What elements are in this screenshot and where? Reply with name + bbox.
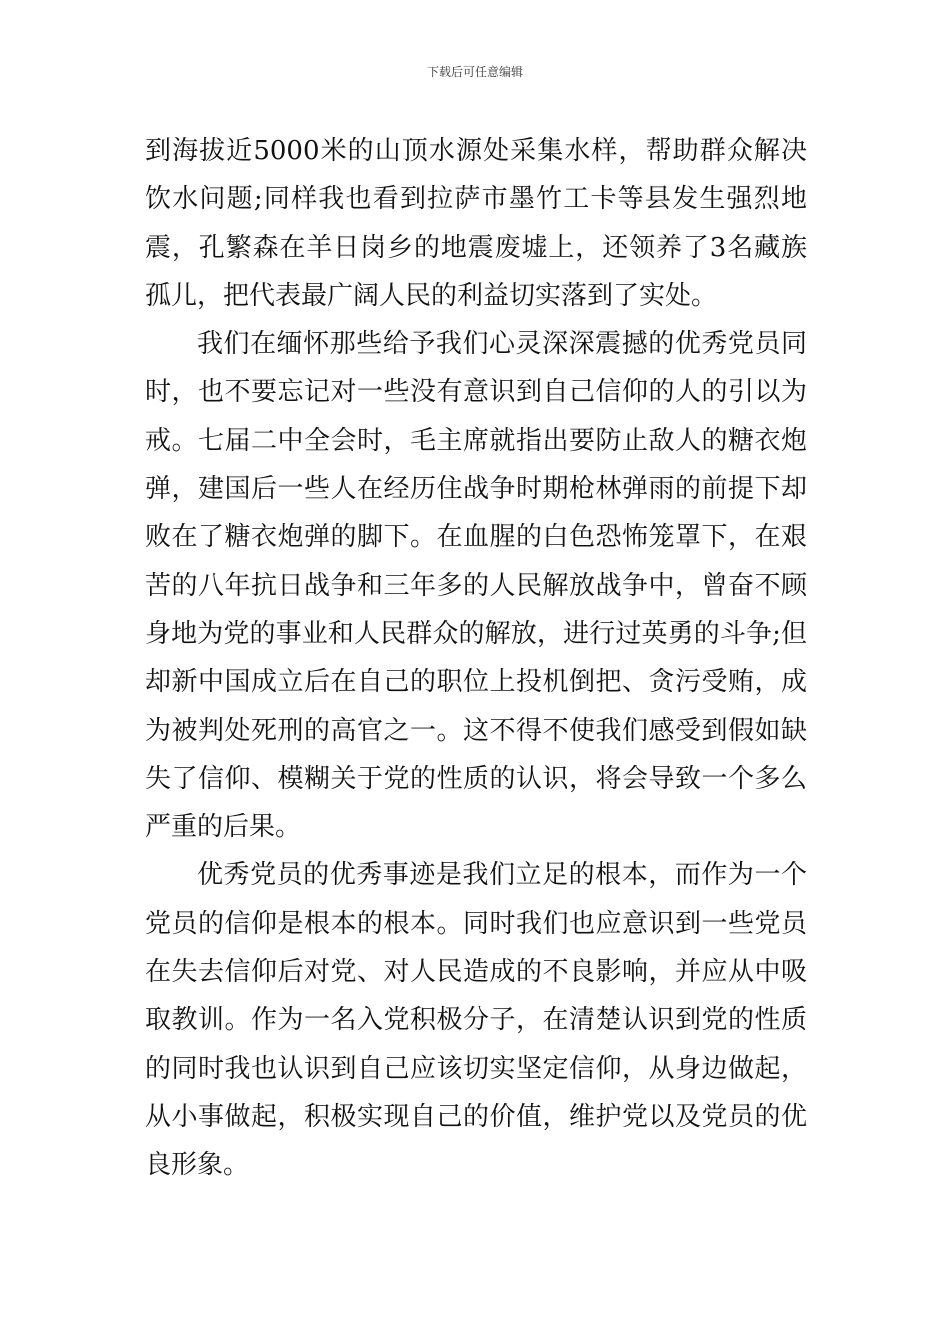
paragraph-2: 我们在缅怀那些给予我们心灵深深震撼的优秀党员同时，也不要忘记对一些没有意识到自己信仰的人的引以为戒。七届二中全会时，毛主席就指出要防止敌人的糖衣炮弹，建国后一些人在经历住战争时期枪林弹雨的前提下却败在了糖衣炮弹的脚下。在血腥的白色恐怖笼罩下，在艰苦的八年抗日战争和三年多的人民解放战争中，曾奋不顾身地为党的事业和人民群众的解放，进行过英勇的斗争;但却新中国成立后在自己的职位上投机倒把、贪污受贿，成为被判处死刑的高官之一。这不得不使我们感受到假如缺失了信仰、模糊关于党的性质的认识，将会导致一个多么严重的后果。	[145, 329, 807, 843]
document-body	[145, 127, 807, 1190]
paragraph-3: 优秀党员的优秀事迹是我们立足的根本，而作为一个党员的信仰是根本的根本。同时我们也应意识到一些党员在失去信仰后对党、对人民造成的不良影响，并应从中吸取教训。作为一名入党积极分子，在清楚认识到党的性质的同时我也认识到自己应该切实坚定信仰，从身边做起，从小事做起，积极实现自己的价值，维护党以及党员的优良形象。	[145, 860, 807, 1181]
page-header-note: 下载后可任意编辑	[426, 65, 523, 79]
paragraph-1: 到海拔近5000米的山顶水源处采集水样，帮助群众解决饮水问题;同样我也看到拉萨市墨竹工卡等县发生强烈地震，孔繁森在羊日岗乡的地震废墟上，还领养了3名藏族孤儿，把代表最广阔人民的利益切实落到了实处。	[145, 136, 807, 311]
